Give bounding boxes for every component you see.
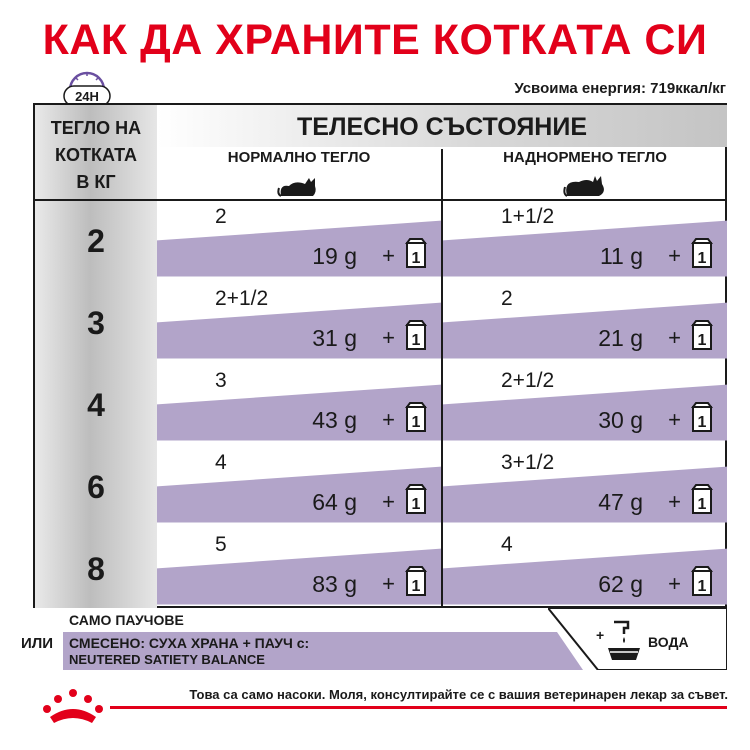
- cell-band: [157, 283, 441, 365]
- pouch-amount: 4: [215, 451, 227, 474]
- normal-weight-cell: [157, 201, 441, 283]
- cell-band: [443, 283, 727, 365]
- cell-band: [157, 447, 441, 529]
- pouch-icon: [691, 483, 713, 515]
- pouch-icon: [405, 401, 427, 433]
- overweight-cell: [443, 529, 727, 611]
- pouch-icon: [691, 565, 713, 597]
- row-weight-kg: 8: [87, 551, 105, 587]
- plus-sign: +: [668, 243, 681, 268]
- normal-weight-cell: [157, 529, 441, 611]
- plus-sign: +: [668, 407, 681, 432]
- pouch-icon: [405, 319, 427, 351]
- pouch-amount: 2+1/2: [215, 287, 269, 310]
- svg-text:1: 1: [697, 414, 707, 431]
- feeding-table: [33, 103, 727, 608]
- pouch-amount: 4: [501, 533, 513, 556]
- overweight-header: НАДНОРМЕНО ТЕГЛО: [443, 149, 727, 198]
- plus-sign: +: [382, 571, 395, 596]
- clock-24h-icon: [62, 64, 112, 108]
- normal-weight-header: НОРМАЛНО ТЕГЛО: [157, 149, 441, 198]
- pouch-amount: 3: [215, 369, 227, 392]
- cell-band: [443, 529, 727, 611]
- pouch-amount: 1+1/2: [501, 205, 555, 228]
- footer-divider: [110, 706, 727, 709]
- plus-sign: +: [382, 407, 395, 432]
- pouch-icon: [405, 565, 427, 597]
- plus-sign: +: [668, 489, 681, 514]
- svg-text:1: 1: [697, 250, 707, 267]
- row-weight-kg: 2: [87, 223, 105, 259]
- body-condition-header: ТЕЛЕСНО СЪСТОЯНИЕ: [157, 105, 727, 147]
- svg-text:1: 1: [697, 578, 707, 595]
- pouch-amount: 2: [501, 287, 513, 310]
- royal-canin-crown-logo: [40, 683, 106, 727]
- dry-food-grams: 19 g: [312, 243, 357, 269]
- pouch-icon: [405, 237, 427, 269]
- cell-band: [157, 529, 441, 611]
- overweight-cell: [443, 283, 727, 365]
- pouch-amount: 2+1/2: [501, 369, 555, 392]
- plus-sign: +: [668, 571, 681, 596]
- overweight-cell: [443, 201, 727, 283]
- pouch-amount: 2: [215, 205, 227, 228]
- energy-info: Усвоима енергия: 719ккал/кг: [514, 80, 726, 97]
- plus-sign: +: [382, 489, 395, 514]
- pouch-amount: 5: [215, 533, 227, 556]
- svg-text:1: 1: [697, 332, 707, 349]
- cat-fat-icon: [563, 172, 607, 198]
- mixed-feeding-label: СМЕСЕНО: СУХА ХРАНА + ПАУЧ с:: [69, 635, 310, 651]
- water-section: [548, 608, 727, 670]
- svg-text:+: +: [596, 627, 605, 643]
- svg-text:1: 1: [411, 414, 421, 431]
- svg-text:1: 1: [411, 332, 421, 349]
- svg-text:1: 1: [697, 496, 707, 513]
- plus-sign: +: [382, 243, 395, 268]
- dry-food-grams: 43 g: [312, 407, 357, 433]
- clock-label: 24H: [75, 89, 99, 104]
- pouch-icon: [691, 237, 713, 269]
- pouch-icon: [691, 401, 713, 433]
- cell-band: [443, 447, 727, 529]
- pouch-icon: [405, 483, 427, 515]
- dry-food-grams: 30 g: [598, 407, 643, 433]
- mixed-feeding-section: [21, 608, 550, 670]
- svg-text:1: 1: [411, 578, 421, 595]
- only-pouch-label: САМО ПАУЧОВЕ: [69, 612, 184, 628]
- dry-food-grams: 11 g: [599, 243, 643, 269]
- dry-food-grams: 31 g: [312, 325, 357, 351]
- cat-slim-icon: [277, 172, 321, 198]
- plus-sign: +: [382, 325, 395, 350]
- cell-band: [443, 201, 727, 283]
- footnote: Това са само насоки. Моля, консултирайте се с вашия ветеринарен лекар за съвет.: [189, 687, 728, 702]
- normal-weight-cell: [157, 365, 441, 447]
- dry-food-grams: 64 g: [312, 489, 357, 515]
- cell-band: [157, 201, 441, 283]
- cell-band: [443, 365, 727, 447]
- page-title: КАК ДА ХРАНИТЕ КОТКАТА СИ: [42, 16, 708, 64]
- svg-text:1: 1: [411, 250, 421, 267]
- dry-food-grams: 62 g: [598, 571, 643, 597]
- overweight-cell: [443, 365, 727, 447]
- plus-sign: +: [668, 325, 681, 350]
- row-weight-kg: 3: [87, 305, 105, 341]
- row-weight-kg: 4: [87, 387, 105, 423]
- product-name: NEUTERED SATIETY BALANCE: [69, 652, 265, 667]
- normal-weight-cell: [157, 283, 441, 365]
- overweight-cell: [443, 447, 727, 529]
- normal-weight-cell: [157, 447, 441, 529]
- svg-text:1: 1: [411, 496, 421, 513]
- pouch-icon: [691, 319, 713, 351]
- or-label: ИЛИ: [21, 635, 54, 652]
- dry-food-grams: 21 g: [598, 325, 643, 351]
- cell-band: [157, 365, 441, 447]
- water-label: ВОДА: [648, 634, 689, 650]
- weight-header: ТЕГЛО НА КОТКАТА В КГ: [50, 118, 142, 192]
- dry-food-grams: 83 g: [312, 571, 357, 597]
- pouch-amount: 3+1/2: [501, 451, 555, 474]
- dry-food-grams: 47 g: [598, 489, 643, 515]
- row-weight-kg: 6: [87, 469, 105, 505]
- water-bowl-icon: [594, 618, 642, 662]
